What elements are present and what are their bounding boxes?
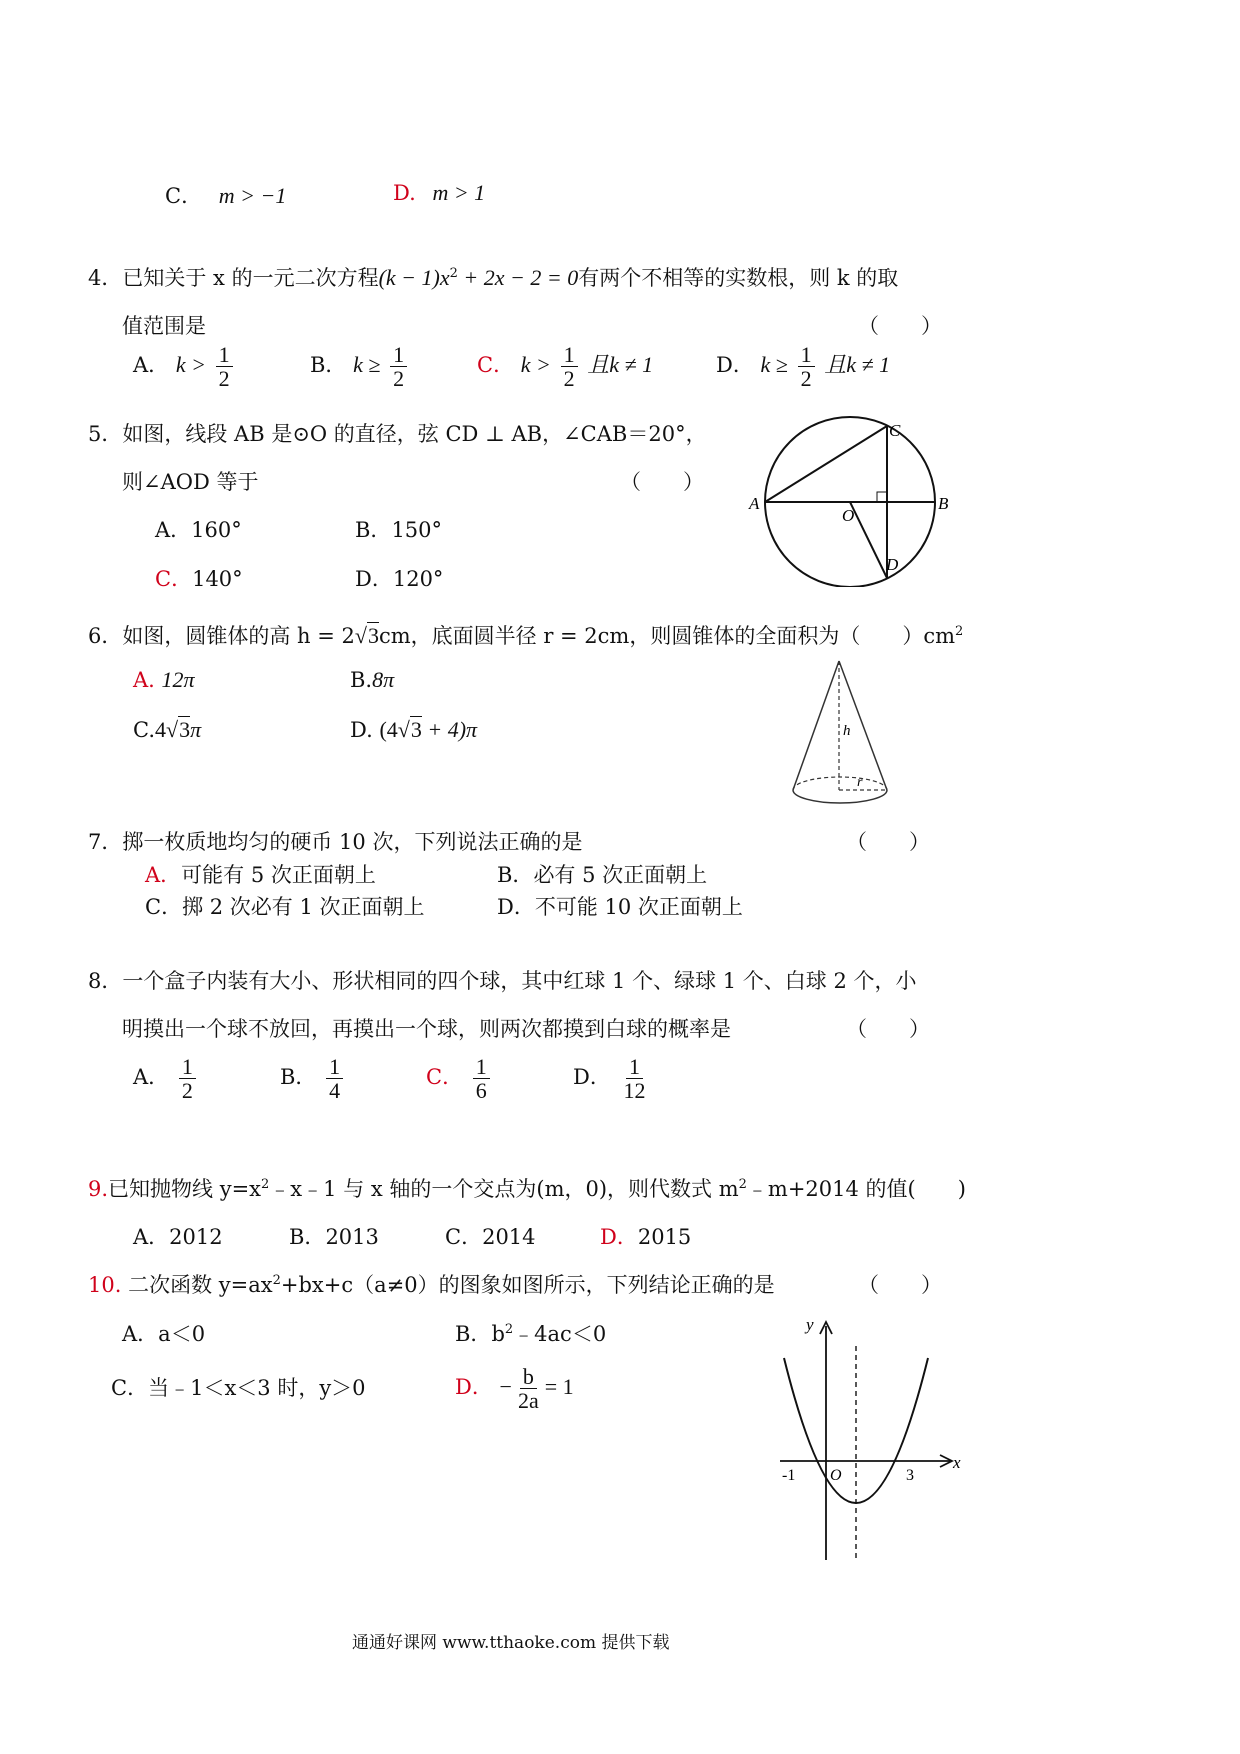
option-tail: π (190, 717, 202, 742)
fraction (561, 343, 578, 390)
question-text: 二次函数 y=ax (128, 1273, 273, 1297)
fraction (179, 1055, 196, 1102)
answer-paren: （ ） (858, 314, 942, 338)
numerator: 1 (390, 343, 407, 367)
label-h: h (843, 723, 851, 739)
q3-option-c (165, 180, 286, 210)
coefficient: 4 (155, 717, 166, 742)
base-back (793, 777, 887, 790)
question-text: ﹣x﹣1 与 x 轴的一个交点为(m，0)，则代数式 m (269, 1177, 739, 1201)
option-label: C． (426, 1065, 464, 1090)
option-text: 8π (372, 667, 395, 692)
answer-paren: （ ） (846, 1017, 930, 1041)
option-text: 140° (192, 567, 243, 591)
question-text: 已知关于 x 的一元二次方程 (122, 266, 379, 290)
option-label: A． (145, 863, 182, 887)
option-label: B． (280, 1065, 317, 1090)
denominator: 2 (218, 366, 230, 392)
q8-option-a (133, 1055, 199, 1102)
option-text: 2015 (637, 1225, 692, 1249)
q7-option-a (145, 859, 376, 889)
question-number: 5． (88, 422, 123, 446)
q9-option-d (600, 1221, 691, 1251)
question-text: cm，底面圆半径 r = 2cm，则圆锥体的全面积为（ ）cm (378, 624, 956, 648)
q9-option-a (133, 1221, 223, 1251)
option-label: D. (393, 181, 416, 205)
q4-line2: 值范围是 (122, 314, 206, 338)
option-text: ﹣4ac＜0 (513, 1322, 607, 1346)
option-label: C． (155, 567, 193, 591)
q5-option-b (355, 514, 442, 544)
label-c: C (889, 421, 901, 440)
cone-side-left (793, 661, 839, 790)
option-condition: 且k ≠ 1 (587, 352, 654, 378)
q7-option-d (497, 891, 743, 921)
segment-od (850, 502, 887, 578)
label-three: 3 (906, 1467, 914, 1484)
option-label: A. (133, 668, 155, 692)
q4-option-c (477, 343, 653, 390)
option-text: 可能有 5 次正面朝上 (181, 863, 376, 887)
q8-line2: 明摸出一个球不放回，再摸出一个球，则两次都摸到白球的概率是 (122, 1017, 731, 1041)
q3-option-d (393, 180, 485, 206)
q10-option-a (122, 1318, 205, 1348)
fraction (621, 1055, 649, 1102)
option-math: k > (175, 352, 206, 378)
q10-option-c (111, 1372, 366, 1402)
option-label: A． (133, 353, 170, 378)
option-label: B． (497, 863, 534, 887)
option-text: a＜0 (158, 1322, 206, 1346)
option-math: k ≥ (353, 352, 381, 378)
label-b: B (938, 494, 949, 513)
option-text: 2014 (482, 1225, 536, 1249)
q4-option-a (133, 343, 236, 390)
fraction (390, 343, 407, 390)
option-label: A． (155, 518, 192, 542)
label-d: D (886, 555, 899, 574)
coefficient: (4 (379, 717, 398, 742)
option-label: D． (355, 567, 393, 591)
equation-tail: + 2x − 2 = 0 (457, 265, 579, 290)
question-text: 有两个不相等的实数根，则 k 的取 (578, 266, 899, 290)
option-label: D． (716, 353, 754, 378)
numerator: 1 (326, 1055, 343, 1079)
option-label: D. (350, 718, 373, 742)
radicand: 3 (410, 717, 422, 742)
option-math: k > (520, 352, 551, 378)
q7-option-c (145, 891, 425, 921)
option-math: m > −1 (218, 183, 287, 208)
question-number: 10. (88, 1273, 122, 1297)
option-text: 160° (191, 518, 242, 542)
option-label: A． (133, 1225, 170, 1249)
option-label: C． (165, 184, 203, 208)
option-tail: = 1 (544, 1374, 574, 1400)
option-label: D． (497, 895, 535, 919)
label-r: r (857, 775, 863, 790)
option-label: C． (477, 353, 515, 378)
option-label: B． (455, 1322, 492, 1346)
option-label: C． (445, 1225, 483, 1249)
option-math: m > 1 (432, 180, 486, 205)
q6-option-b (350, 667, 394, 693)
q5-option-c (155, 563, 243, 593)
page-footer: 通通好课网 www.tthaoke.com 提供下载 (352, 1633, 670, 1653)
question-text: 一个盒子内装有大小、形状相同的四个球，其中红球 1 个、绿球 1 个、白球 2 个，小 (122, 969, 917, 993)
exponent: 2 (955, 624, 964, 639)
option-text: 当﹣1＜x＜3 时，y＞0 (148, 1376, 366, 1400)
minus-sign: − (499, 1374, 512, 1400)
option-label: B． (310, 353, 347, 378)
q4-option-d (716, 343, 890, 390)
exponent: 2 (504, 1322, 514, 1337)
option-label: C. (133, 718, 155, 742)
q9-line1 (88, 1173, 966, 1203)
equation: (k − 1)x (378, 265, 450, 290)
option-label: D． (455, 1375, 493, 1400)
label-o: O (842, 506, 855, 525)
denominator: 2 (800, 366, 812, 392)
parabola-figure (770, 1318, 970, 1563)
q7-option-b (497, 859, 707, 889)
q4-option-b (310, 343, 410, 390)
exponent: 2 (738, 1177, 747, 1192)
label-y: y (806, 1318, 814, 1334)
option-text: 150° (391, 518, 443, 542)
cone-figure (785, 655, 910, 815)
numerator: 1 (179, 1055, 196, 1079)
option-text: 掷 2 次必有 1 次正面朝上 (182, 895, 425, 919)
option-label: B． (289, 1225, 326, 1249)
q6-line1: 6．如图，圆锥体的高 h = 2√3cm，底面圆半径 r = 2cm，则圆锥体的全面积为（ ）$cm^2$ (88, 623, 964, 648)
question-number: 9. (88, 1177, 109, 1201)
denominator: 2a (517, 1388, 539, 1414)
option-text: 不可能 10 次正面朝上 (534, 895, 743, 919)
numerator: 1 (561, 343, 578, 367)
base-front (793, 790, 887, 803)
question-number: 6． (88, 624, 123, 648)
numerator: 1 (473, 1055, 490, 1079)
option-text: 必有 5 次正面朝上 (533, 863, 708, 887)
numerator: b (520, 1365, 537, 1389)
option-label: D． (600, 1225, 638, 1249)
denominator: 2 (393, 366, 405, 392)
denominator: 4 (329, 1078, 341, 1104)
q8-line1 (88, 965, 917, 995)
q10-option-b (455, 1318, 606, 1348)
numerator: 1 (798, 343, 815, 367)
answer-paren: （ ） (846, 830, 930, 854)
exponent: 2 (261, 1177, 270, 1192)
q5-line2: 则∠AOD 等于 (122, 470, 259, 494)
label-minus-one: -1 (782, 1467, 796, 1484)
fraction (515, 1365, 542, 1412)
q6-option-c: C.4√3π (133, 717, 202, 742)
question-number: 4． (88, 266, 123, 290)
answer-paren: （ ） (620, 470, 704, 494)
question-number: 8． (88, 969, 123, 993)
question-text: 已知抛物线 y=x (108, 1177, 262, 1201)
q9-option-b (289, 1221, 379, 1251)
q4-line1 (88, 262, 898, 292)
denominator: 2 (181, 1078, 193, 1104)
q8-option-d (573, 1055, 652, 1102)
option-text: b (491, 1322, 505, 1346)
question-text: 如图，圆锥体的高 h = 2 (122, 624, 355, 648)
q5-line1 (88, 418, 707, 448)
q10-option-d (455, 1365, 574, 1412)
q7-line1 (88, 826, 582, 856)
option-label: A． (133, 1065, 170, 1090)
radicand: 3 (179, 717, 191, 742)
right-angle-mark (877, 492, 887, 502)
q8-option-c (426, 1055, 493, 1102)
option-label: C． (145, 895, 183, 919)
label-a: A (749, 494, 760, 513)
exponent: 2 (272, 1273, 281, 1288)
fraction (473, 1055, 490, 1102)
option-tail: + 4)π (421, 717, 478, 742)
option-label: B． (355, 518, 392, 542)
question-text: +bx+c（a≠0）的图象如图所示，下列结论正确的是 (280, 1273, 775, 1297)
denominator: 6 (475, 1078, 487, 1104)
question-text: 如图，线段 AB 是⊙O 的直径，弦 CD ⊥ AB，∠CAB＝20°， (122, 422, 707, 446)
q6-option-d: D. (4√3 + 4)π (350, 717, 478, 742)
fraction (216, 343, 233, 390)
option-label: B. (350, 668, 373, 692)
q8-option-b (280, 1055, 346, 1102)
option-condition: 且k ≠ 1 (824, 352, 891, 378)
fraction (326, 1055, 343, 1102)
numerator: 1 (216, 343, 233, 367)
denominator: 2 (563, 366, 575, 392)
q5-option-a (155, 514, 242, 544)
label-origin: O (830, 1467, 842, 1484)
q6-option-a (133, 667, 195, 693)
exponent: 2 (449, 266, 458, 281)
q5-option-d (355, 563, 443, 593)
answer-paren: （ ） (858, 1273, 942, 1297)
q10-line1 (88, 1269, 775, 1299)
numerator: 1 (626, 1055, 643, 1079)
option-text: 12π (161, 667, 195, 692)
option-label: D． (573, 1065, 611, 1090)
option-label: C． (111, 1376, 149, 1400)
fraction (798, 343, 815, 390)
question-text: ﹣m+2014 的值( ) (746, 1177, 966, 1201)
question-text: 掷一枚质地均匀的硬币 10 次，下列说法正确的是 (122, 830, 583, 854)
option-text: 2012 (169, 1225, 223, 1249)
option-label: A． (122, 1322, 159, 1346)
segment-ac (765, 426, 887, 502)
option-math: k ≥ (760, 352, 788, 378)
label-x: x (953, 1453, 961, 1472)
circle-figure (722, 412, 952, 587)
radicand: 3 (367, 623, 379, 648)
denominator: 12 (623, 1078, 646, 1104)
q9-option-c (445, 1221, 536, 1251)
option-text: 2013 (325, 1225, 379, 1249)
question-number: 7． (88, 830, 123, 854)
option-text: 120° (392, 567, 444, 591)
